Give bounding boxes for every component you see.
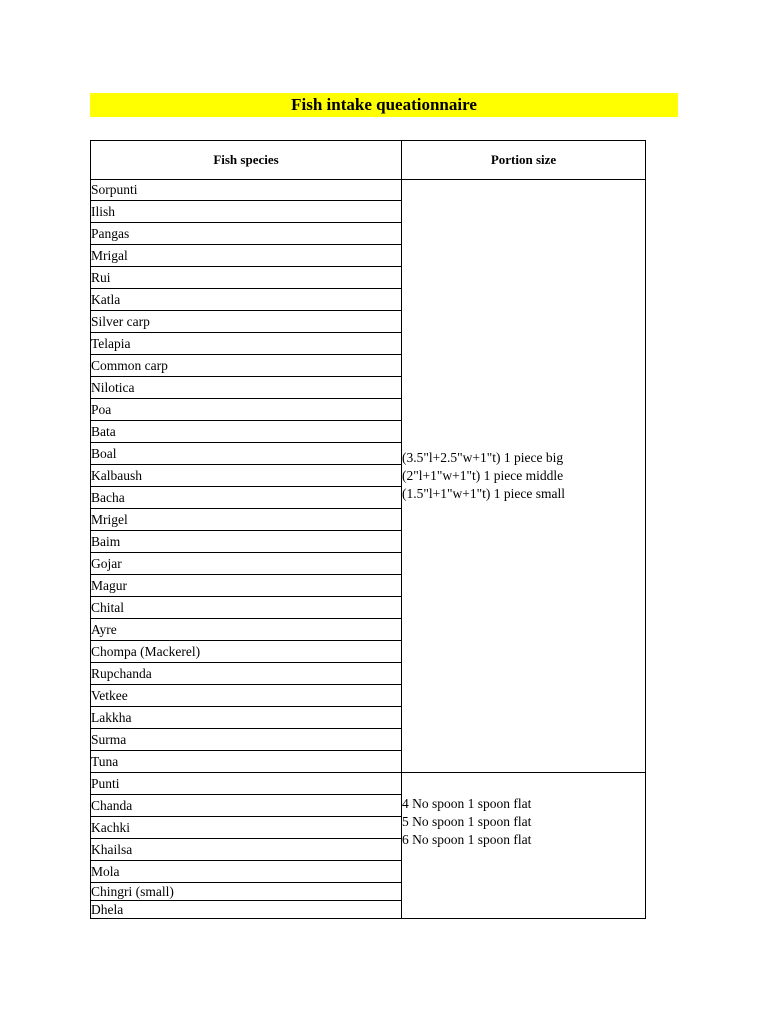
species-cell: Chompa (Mackerel): [91, 641, 402, 663]
species-cell: Tuna: [91, 751, 402, 773]
species-cell: Chanda: [91, 795, 402, 817]
species-cell: Dhela: [91, 901, 402, 919]
table-row: [91, 773, 646, 795]
species-cell: Katla: [91, 289, 402, 311]
species-cell: Magur: [91, 575, 402, 597]
species-cell: Mrigal: [91, 245, 402, 267]
species-cell: Gojar: [91, 553, 402, 575]
portion-line: 6 No spoon 1 spoon flat: [402, 832, 532, 847]
species-cell: Silver carp: [91, 311, 402, 333]
species-cell: Chingri (small): [91, 883, 402, 901]
species-cell: Telapia: [91, 333, 402, 355]
table-header-row: [91, 141, 646, 180]
portion-line: 5 No spoon 1 spoon flat: [402, 814, 532, 829]
portion-size-cell: [402, 773, 646, 919]
portion-size-cell: [402, 180, 646, 773]
species-cell: Kachki: [91, 817, 402, 839]
portion-line: 4 No spoon 1 spoon flat: [402, 796, 532, 811]
species-cell: Boal: [91, 443, 402, 465]
title-bar: [90, 93, 678, 117]
portion-line: (1.5"l+1"w+1"t) 1 piece small: [402, 486, 565, 501]
table-row: [91, 180, 646, 201]
species-cell: Rui: [91, 267, 402, 289]
species-cell: Mola: [91, 861, 402, 883]
header-fish-species: Fish species: [91, 141, 402, 180]
document-title: Fish intake queationnaire: [291, 95, 477, 114]
species-cell: Sorpunti: [91, 180, 402, 201]
species-cell: Bacha: [91, 487, 402, 509]
species-cell: Lakkha: [91, 707, 402, 729]
table-body: [91, 180, 646, 919]
species-cell: Rupchanda: [91, 663, 402, 685]
species-cell: Pangas: [91, 223, 402, 245]
portion-line: (2"l+1"w+1"t) 1 piece middle: [402, 468, 564, 483]
species-cell: Kalbaush: [91, 465, 402, 487]
species-cell: Punti: [91, 773, 402, 795]
species-cell: Baim: [91, 531, 402, 553]
species-cell: Bata: [91, 421, 402, 443]
species-cell: Chital: [91, 597, 402, 619]
species-cell: Vetkee: [91, 685, 402, 707]
species-cell: Poa: [91, 399, 402, 421]
species-cell: Khailsa: [91, 839, 402, 861]
species-cell: Ilish: [91, 201, 402, 223]
species-cell: Mrigel: [91, 509, 402, 531]
species-cell: Surma: [91, 729, 402, 751]
species-cell: Ayre: [91, 619, 402, 641]
species-cell: Common carp: [91, 355, 402, 377]
portion-line: (3.5"l+2.5"w+1"t) 1 piece big: [402, 450, 564, 465]
header-portion-size: Portion size: [402, 141, 646, 180]
fish-intake-table: [90, 140, 646, 919]
species-cell: Nilotica: [91, 377, 402, 399]
